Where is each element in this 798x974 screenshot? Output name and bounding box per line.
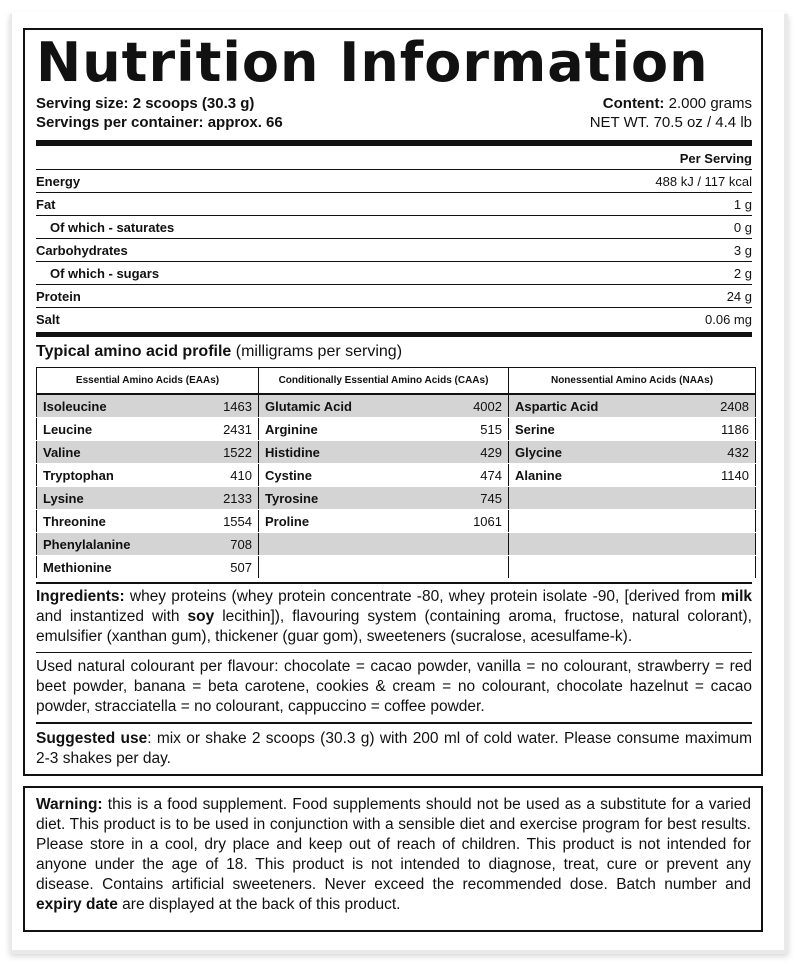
amino-name: Leucine	[43, 421, 93, 437]
amino-value: 4002	[473, 398, 502, 414]
amino-value: 2133	[223, 490, 252, 506]
ingredients-part: and instantized with	[36, 608, 188, 625]
warning-box	[23, 786, 763, 932]
amino-name: Tyrosine	[265, 490, 319, 506]
amino-value: 1186	[721, 421, 749, 437]
ingredients-label: Ingredients:	[36, 588, 125, 605]
serving-info	[36, 94, 283, 132]
amino-value: 1463	[223, 398, 252, 414]
amino-value: 507	[230, 559, 252, 575]
amino-name: Tryptophan	[43, 467, 114, 483]
amino-name: Alanine	[515, 467, 562, 483]
nutrition-row	[36, 263, 752, 285]
suggested-use-text	[36, 729, 752, 769]
nutrient-label: Of which - sugars	[50, 266, 160, 281]
nutrient-label: Salt	[36, 312, 60, 327]
nutrient-label: Protein	[36, 289, 81, 304]
amino-name: Serine	[515, 421, 555, 437]
naa-cell	[509, 394, 756, 418]
nutrient-value: 3 g	[733, 243, 752, 258]
content-value: 2.000 grams	[668, 95, 752, 112]
header-divider	[36, 140, 752, 146]
nutrition-row	[36, 194, 752, 216]
expiry-date-emphasis: expiry date	[36, 896, 118, 913]
table-row	[37, 394, 756, 418]
nutrient-value: 0.06 mg	[705, 312, 752, 327]
amino-name: Aspartic Acid	[515, 398, 599, 414]
nutrient-value: 2 g	[733, 266, 752, 281]
per-serving-header: Per Serving	[679, 151, 752, 166]
serving-size: Serving size: 2 scoops (30.3 g)	[36, 95, 255, 112]
caa-cell	[259, 464, 509, 487]
caa-cell	[259, 441, 509, 464]
table-row	[37, 464, 756, 487]
nutrient-label: Of which - saturates	[50, 220, 175, 235]
amino-acid-table	[36, 367, 756, 579]
nutrition-row	[36, 240, 752, 262]
eaa-cell	[37, 394, 259, 418]
ingredients-part: lecithin]), flavouring system (containing aroma, fructose, natural colorant), emulsifier (xanthan gum), thickener (guar gom), sweeteners (sucralose, acesulfame-k).	[36, 608, 752, 645]
warning-body: this is a food supplement. Food supplements should not be used as a substitute for a varied diet. This product is to be used in conjunction with a sensible diet and exercise program for best results. Please store in a cool, dry place and keep out of reach of children. This product is not intended for anyone under the age of 18. This product is not intended to diagnose, treat, cure or prevent any disease. Contains artificial sweeteners. Never exceed the recommended dose. Batch number and	[36, 796, 751, 893]
nutrient-value: 0 g	[733, 220, 752, 235]
table-row	[37, 533, 756, 556]
nutrient-label: Energy	[36, 174, 81, 189]
ingredients-part: whey proteins (whey protein concentrate -80, whey protein isolate -90, [derived from	[124, 588, 721, 605]
warning-text	[36, 795, 751, 915]
caa-cell	[259, 394, 509, 418]
amino-name: Glycine	[515, 444, 562, 460]
eaa-cell	[37, 441, 259, 464]
amino-table-header-row	[37, 368, 756, 395]
amino-value: 2408	[720, 398, 749, 414]
amino-value: 515	[480, 421, 502, 437]
caa-cell	[259, 510, 509, 533]
amino-name: Proline	[265, 513, 310, 529]
eaa-header: Essential Amino Acids (EAAs)	[37, 368, 259, 395]
amino-value: 708	[230, 536, 252, 552]
amino-profile-subtitle: (milligrams per serving)	[235, 343, 403, 360]
amino-name: Glutamic Acid	[265, 398, 352, 414]
amino-name: Methionine	[43, 559, 112, 575]
allergen-soy: soy	[187, 608, 215, 625]
amino-name: Histidine	[265, 444, 320, 460]
nutrient-value: 24 g	[726, 289, 752, 304]
amino-name: Arginine	[265, 421, 318, 437]
nutrition-row	[36, 171, 752, 193]
amino-value: 429	[480, 444, 502, 460]
content-label: Content:	[602, 95, 665, 112]
amino-profile-title: Typical amino acid profile	[36, 343, 232, 360]
amino-value: 432	[727, 444, 749, 460]
amino-value: 1140	[721, 467, 749, 483]
table-row	[37, 487, 756, 510]
naa-cell	[509, 556, 756, 579]
naa-cell	[509, 464, 756, 487]
nutrition-panel	[23, 28, 763, 776]
amino-value: 410	[230, 467, 252, 483]
suggested-use-label: Suggested use	[36, 730, 148, 747]
nutrition-row	[36, 217, 752, 239]
net-weight: NET WT. 70.5 oz / 4.4 lb	[589, 114, 752, 131]
amino-name: Valine	[43, 444, 81, 460]
colourant-text: Used natural colourant per flavour: chocolate = cacao powder, vanilla = no colourant, strawberry = red beet powder, banana = beta carotene, cookies & cream = no colourant, chocolate hazelnut = cacao powder, stracciatella = no colourant, cappuccino = coffee powder.	[36, 658, 752, 715]
warning-body-end: are displayed at the back of this product.	[117, 896, 401, 913]
suggested-use-body: : mix or shake 2 scoops (30.3 g) with 200 ml of cold water. Please consume maximum 2-3 shakes per day.	[36, 730, 753, 767]
caa-cell	[259, 556, 509, 579]
amino-value: 2431	[223, 421, 252, 437]
eaa-cell	[37, 533, 259, 556]
table-bottom-divider	[36, 582, 752, 584]
per-serving-header-row	[36, 148, 752, 170]
naa-cell	[509, 418, 756, 441]
content-weight	[590, 94, 752, 113]
nutrition-row	[36, 309, 752, 331]
servings-per-container: Servings per container: approx. 66	[36, 114, 283, 131]
caa-cell	[259, 487, 509, 510]
naa-header: Nonessential Amino Acids (NAAs)	[509, 368, 756, 395]
caa-cell	[259, 533, 509, 556]
naa-cell	[509, 487, 756, 510]
eaa-cell	[37, 464, 259, 487]
content-info	[590, 94, 752, 132]
amino-name: Lysine	[43, 490, 84, 506]
nutrient-value: 488 kJ / 117 kcal	[655, 174, 752, 189]
page-title: Nutrition Information	[36, 31, 709, 94]
amino-value: 474	[480, 467, 502, 483]
amino-name: Isoleucine	[43, 398, 107, 414]
table-row	[37, 441, 756, 464]
eaa-cell	[37, 556, 259, 579]
eaa-cell	[37, 487, 259, 510]
allergen-milk: milk	[720, 588, 752, 605]
table-row	[37, 510, 756, 533]
naa-cell	[509, 441, 756, 464]
nutrition-row	[36, 286, 752, 308]
amino-name: Cystine	[265, 467, 312, 483]
amino-value: 1061	[473, 513, 502, 529]
ingredients-text	[36, 587, 752, 647]
nutrient-label: Fat	[36, 197, 56, 212]
amino-value: 1522	[223, 444, 252, 460]
caa-header: Conditionally Essential Amino Acids (CAAs)	[259, 368, 509, 395]
amino-profile-heading	[36, 342, 402, 362]
amino-value: 745	[480, 490, 502, 506]
amino-name: Threonine	[43, 513, 106, 529]
table-row	[37, 556, 756, 579]
eaa-cell	[37, 418, 259, 441]
nutrient-label: Carbohydrates	[36, 243, 128, 258]
amino-value: 1554	[223, 513, 252, 529]
table-row	[37, 418, 756, 441]
ingredients-divider	[36, 652, 752, 653]
eaa-cell	[37, 510, 259, 533]
nutrient-value: 1 g	[733, 197, 752, 212]
nutrition-divider	[36, 332, 752, 337]
warning-label: Warning:	[36, 796, 103, 813]
colourant-divider	[36, 722, 752, 724]
naa-cell	[509, 533, 756, 556]
amino-name: Phenylalanine	[43, 536, 131, 552]
naa-cell	[509, 510, 756, 533]
caa-cell	[259, 418, 509, 441]
